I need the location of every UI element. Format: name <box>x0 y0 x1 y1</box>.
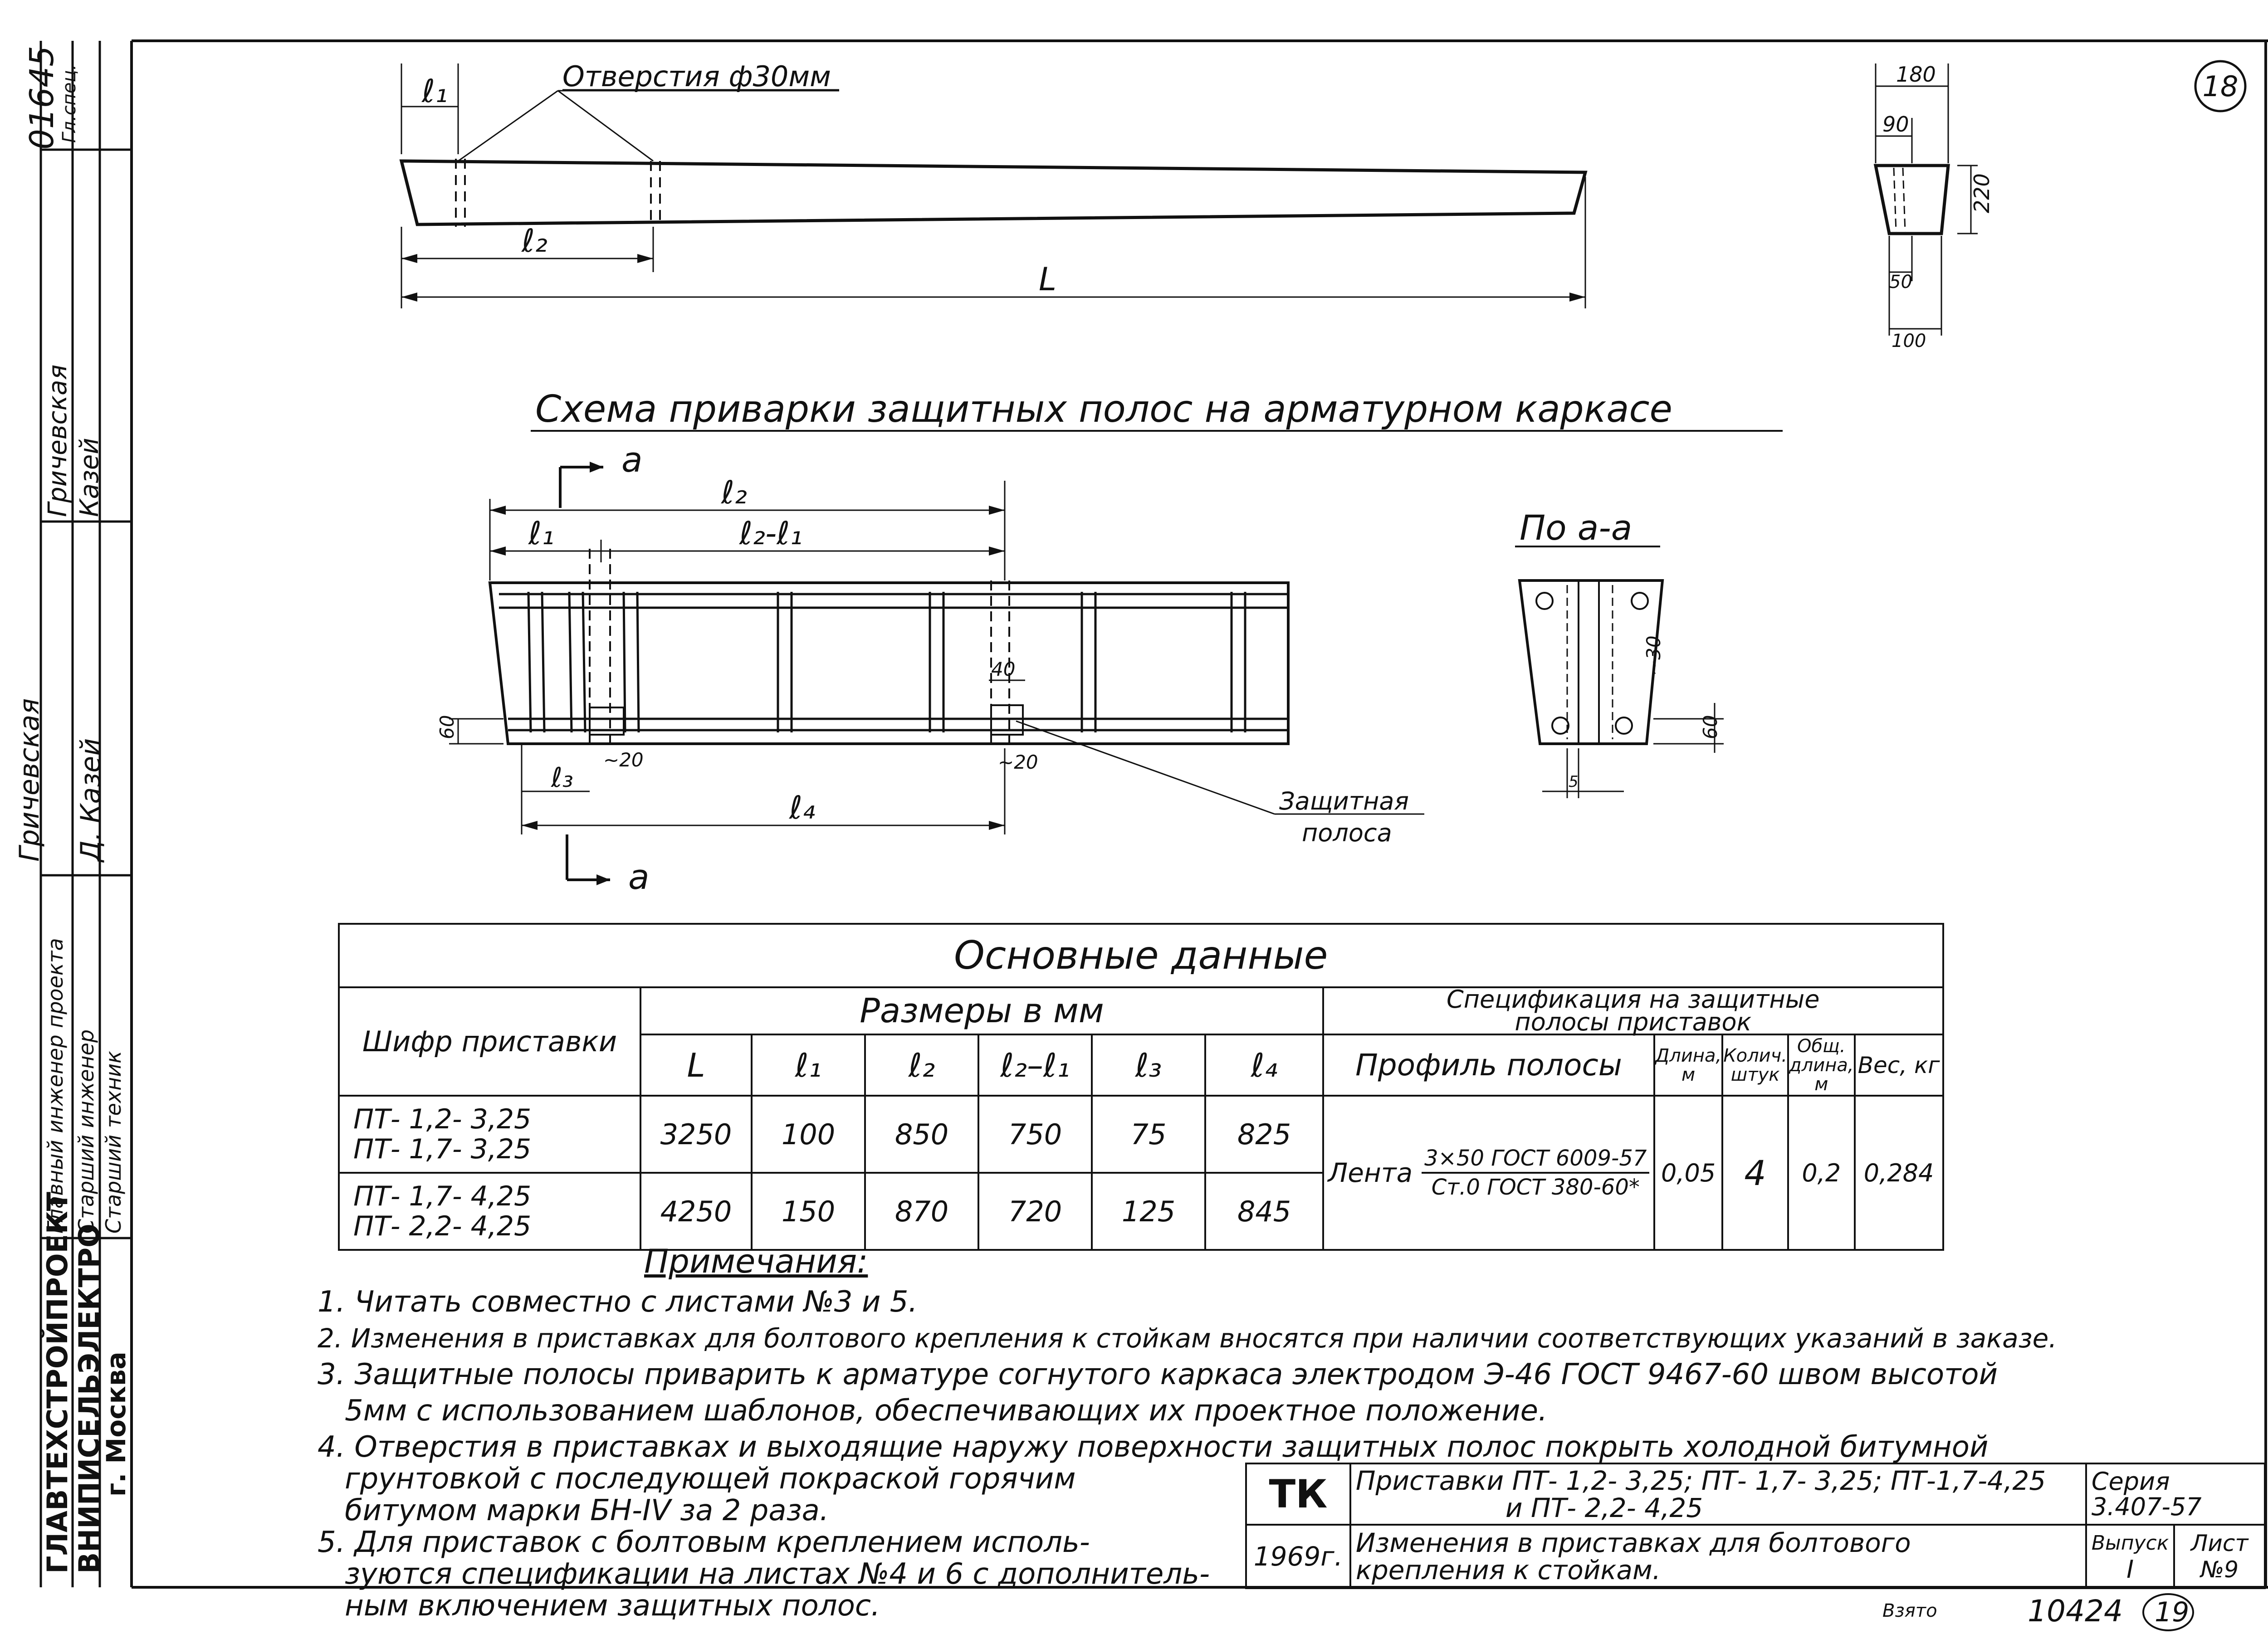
scheme-dim-40: 40 <box>991 658 1016 680</box>
title-block-name-1: Приставки ПТ- 1,2- 3,25; ПТ- 1,7- 3,25; ПТ-1,7-4,25 <box>1355 1465 2046 1496</box>
row-1-l1: 100 <box>752 1096 865 1173</box>
row-1-code-1: ПТ- 1,2- 3,25 <box>353 1103 532 1135</box>
sidebar-header-role: Гл.спец. <box>59 64 80 143</box>
section-dim-220: 220 <box>1970 173 1994 213</box>
top-strip-drawing <box>401 63 1585 308</box>
sidebar-role-1: Главный инженер проекта <box>43 938 68 1234</box>
top-L-label: L <box>1039 261 1056 298</box>
sheet-value: №9 <box>2200 1556 2239 1583</box>
col-weight-header: Вес, кг <box>1855 1034 1943 1096</box>
sub-header-l2: ℓ₂ <box>865 1034 978 1096</box>
sidebar-org-3: г. Москва <box>101 1351 132 1497</box>
title-block-issue <box>2086 1525 2175 1588</box>
sidebar-signature-2: Д. Казей <box>75 738 107 862</box>
sub-header-l3: ℓ₃ <box>1092 1034 1205 1096</box>
section-aa-dim-60: 60 <box>1699 715 1721 739</box>
profile-word: Лента <box>1328 1157 1413 1188</box>
col-total-header: Общ. длина, м <box>1788 1034 1855 1096</box>
col-spec-header-2: полосы приставок <box>1515 1008 1752 1036</box>
row-2-l2: 870 <box>865 1173 978 1250</box>
section-dim-180: 180 <box>1896 62 1936 87</box>
note-line-7: битумом марки БН-IV за 2 раза. <box>345 1494 829 1527</box>
sidebar-signature-1: Гричевская <box>14 698 45 862</box>
title-block-org: ТК <box>1246 1463 1350 1525</box>
sidebar-name-1: Гричевская <box>43 364 73 517</box>
welding-scheme-title: Схема приварки защитных полос на арматурном каркасе <box>535 388 1673 431</box>
title-block-year: 1969г. <box>1246 1525 1350 1588</box>
sub-header-l1: ℓ₁ <box>752 1034 865 1096</box>
scheme-dim-60: 60 <box>436 715 458 739</box>
row-1-l2: 850 <box>865 1096 978 1173</box>
bottom-page: 19 <box>2155 1596 2190 1628</box>
title-block-desc-1: Изменения в приставках для болтового <box>1355 1527 1911 1558</box>
scheme-l3-label: ℓ₃ <box>551 762 573 794</box>
col-length-header: Длина, м <box>1654 1034 1722 1096</box>
cut-mark-bottom-label: а <box>628 857 650 897</box>
row-1-l3: 75 <box>1092 1096 1205 1173</box>
sidebar-org-1: ГЛАВТЕХСТРОЙПРОЕКТ <box>41 1192 74 1574</box>
archive-number: 01645 <box>23 45 61 150</box>
section-aa-title: По а-а <box>1520 507 1633 548</box>
series-label: Серия <box>2091 1467 2170 1496</box>
protect-strip-label-2: полоса <box>1302 819 1392 847</box>
col-code-header: Шифр приставки <box>339 987 640 1096</box>
row-1-code <box>339 1096 640 1173</box>
note-line-2: 2. Изменения в приставках для болтового крепления к стойкам вносятся при наличии соответствующих указаний в заказе. <box>318 1323 2057 1354</box>
note-line-4: 5мм с использованием шаблонов, обеспечивающих их проектное положение. <box>345 1394 1548 1428</box>
section-dim-100: 100 <box>1892 331 1926 351</box>
row-2-l3: 125 <box>1092 1173 1205 1250</box>
title-block <box>1245 1463 2266 1589</box>
top-l1-label: ℓ₁ <box>422 73 448 110</box>
title-block-desc <box>1350 1525 2086 1588</box>
table-row <box>339 1096 1943 1173</box>
row-1-L: 3250 <box>640 1096 752 1173</box>
note-line-5: 4. Отверстия в приставках и выходящие наружу поверхности защитных полос покрыть холодной битумной <box>318 1430 1989 1464</box>
profile-numerator: 3×50 ГОСТ 6009-57 <box>1422 1145 1649 1174</box>
sub-header-l4: ℓ₄ <box>1205 1034 1323 1096</box>
row-2-code-1: ПТ- 1,7- 4,25 <box>353 1180 532 1212</box>
sheet-number: 18 <box>2202 70 2239 103</box>
holes-label: Отверстия ф30мм <box>562 60 831 93</box>
title-block-name <box>1350 1463 2086 1525</box>
cross-section-view <box>1876 63 1978 336</box>
row-2-l1: 150 <box>752 1173 865 1250</box>
scheme-dim-20a: ~20 <box>603 749 644 771</box>
note-line-8: 5. Для приставок с болтовым креплением исполь- <box>318 1526 1090 1559</box>
note-line-6: грунтовкой с последующей покраской горячим <box>345 1462 1076 1496</box>
row-2-code-2: ПТ- 2,2- 4,25 <box>353 1210 532 1242</box>
note-line-1: 1. Читать совместно с листами №3 и 5. <box>318 1285 918 1319</box>
row-1-l2l1: 750 <box>978 1096 1092 1173</box>
row-1-code-2: ПТ- 1,7- 3,25 <box>353 1133 532 1165</box>
main-data-table <box>338 923 1944 1251</box>
row-2-code <box>339 1173 640 1250</box>
section-aa-dim-30: ~30 <box>1642 635 1665 676</box>
section-aa-dim-5: 5 <box>1569 773 1579 791</box>
section-dim-50: 50 <box>1889 272 1912 293</box>
row-2-L: 4250 <box>640 1173 752 1250</box>
col-spec-header-1: Спецификация на защитные <box>1447 985 1820 1014</box>
issue-label: Выпуск <box>2091 1532 2169 1555</box>
scheme-l1-label: ℓ₁ <box>528 515 554 552</box>
bottom-signature: Взято <box>1882 1600 1937 1621</box>
col-sizes-header: Размеры в мм <box>640 987 1323 1034</box>
sidebar-role-3: Старший техник <box>101 1051 126 1234</box>
weight-cell: 0,284 <box>1855 1096 1943 1250</box>
protect-strip-label-1: Защитная <box>1279 787 1409 815</box>
profile-cell <box>1323 1096 1654 1250</box>
qty-cell: 4 <box>1722 1096 1788 1250</box>
title-block-series <box>2086 1463 2265 1525</box>
title-block-desc-2: крепления к стойкам. <box>1355 1555 1661 1585</box>
section-dim-90: 90 <box>1882 112 1909 137</box>
bottom-number: 10424 <box>2028 1594 2123 1629</box>
title-block-sheet <box>2174 1525 2265 1588</box>
scheme-l4-label: ℓ₄ <box>789 789 815 826</box>
top-l2-label: ℓ₂ <box>522 222 547 259</box>
note-line-10: ным включением защитных полос. <box>345 1589 880 1623</box>
sidebar-org-2: ВНИПИСЕЛЬЭЛЕКТРО <box>73 1224 106 1574</box>
welding-scheme-drawing <box>449 462 1424 885</box>
series-value: 3.407-57 <box>2091 1492 2202 1521</box>
row-2-l2l1: 720 <box>978 1173 1092 1250</box>
note-line-9: зуются спецификации на листах №4 и 6 с дополнитель- <box>345 1557 1210 1591</box>
profile-denominator: Ст.0 ГОСТ 380-60* <box>1431 1175 1640 1200</box>
sub-header-l2l1: ℓ₂–ℓ₁ <box>978 1034 1092 1096</box>
sidebar-name-2: Казей <box>75 438 104 517</box>
scheme-l2l1-label: ℓ₂-ℓ₁ <box>739 515 803 552</box>
section-aa-drawing <box>1520 580 1724 798</box>
issue-value: I <box>2126 1555 2134 1584</box>
col-qty-header: Колич. штук <box>1722 1034 1788 1096</box>
col-spec-header <box>1323 987 1943 1034</box>
cut-mark-top-label: а <box>621 439 643 480</box>
row-1-l4: 825 <box>1205 1096 1323 1173</box>
scheme-dim-20b: ~20 <box>998 751 1038 773</box>
total-cell: 0,2 <box>1788 1096 1855 1250</box>
notes-title: Примечания: <box>644 1242 868 1280</box>
sheet-label: Лист <box>2190 1530 2248 1556</box>
note-line-3: 3. Защитные полосы приварить к арматуре согнутого каркаса электродом Э-46 ГОСТ 9467-60 швом высотой <box>318 1358 1998 1391</box>
row-2-l4: 845 <box>1205 1173 1323 1250</box>
scheme-l2-label: ℓ₂ <box>721 474 747 511</box>
length-cell: 0,05 <box>1654 1096 1722 1250</box>
sidebar-role-2: Старший инженер <box>74 1029 98 1234</box>
sub-header-L: L <box>640 1034 752 1096</box>
title-block-name-2: и ПТ- 2,2- 4,25 <box>1505 1492 1703 1523</box>
col-profile-header: Профиль полосы <box>1323 1034 1654 1096</box>
table-title: Основные данные <box>339 924 1943 987</box>
